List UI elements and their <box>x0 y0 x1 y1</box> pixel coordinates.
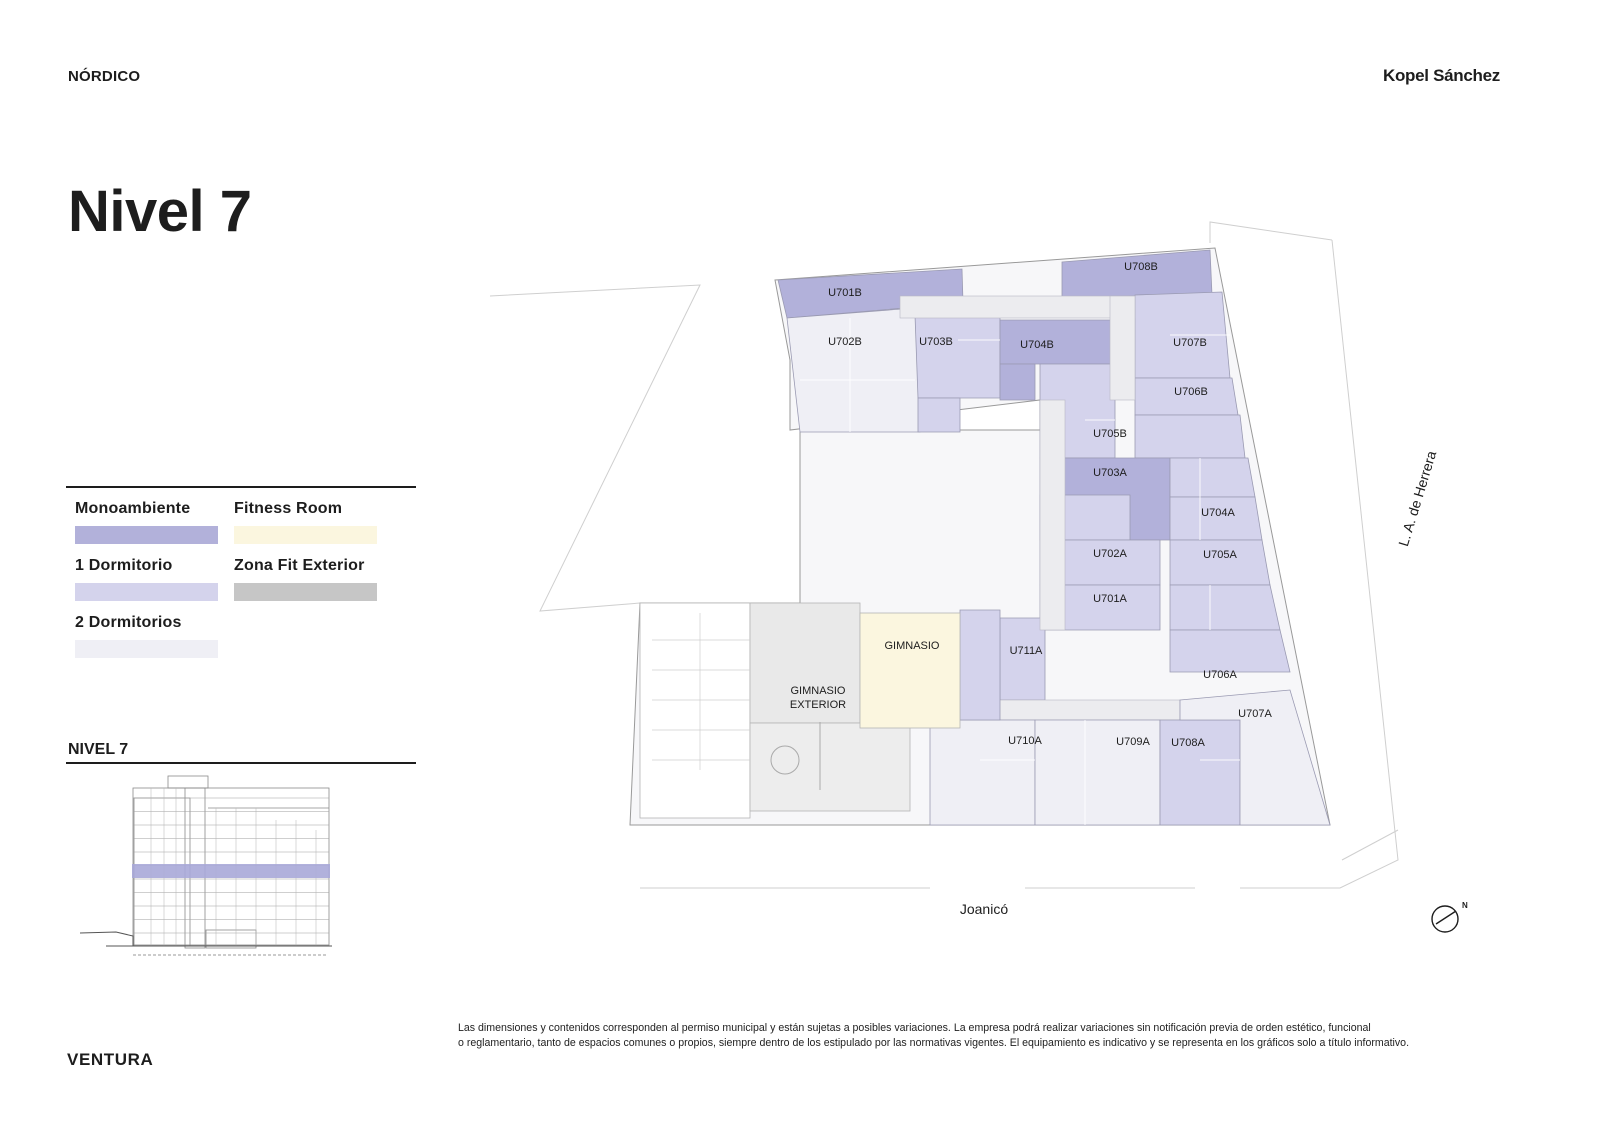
amenity-label-gimnasio-exterior-line2: EXTERIOR <box>789 699 847 711</box>
legend-swatch <box>75 526 218 544</box>
unit-label-u711a: U711A <box>1009 645 1043 657</box>
legend-label: Zona Fit Exterior <box>234 557 365 574</box>
amenity-label-gimnasio: GIMNASIO <box>884 640 940 652</box>
legend-swatch <box>75 640 218 658</box>
unit-label-u701b: U701B <box>828 287 862 299</box>
north-arrow-icon <box>1432 901 1468 932</box>
legend-swatch <box>234 583 377 601</box>
unit-label-u709a: U709A <box>1116 736 1150 748</box>
legend-divider <box>66 486 416 488</box>
unit-label-u706a: U706A <box>1203 669 1237 681</box>
legend-swatch <box>75 583 218 601</box>
unit-label-u703b: U703B <box>919 336 953 348</box>
brand-logo-kopel-sanchez: Kopel Sánchez <box>1382 66 1500 85</box>
legend-item-monoambiente <box>75 500 218 544</box>
disclaimer-line-1: Las dimensiones y contenidos corresponden al permiso municipal y están sujetas a posibles variaciones. La empresa podrá realizar variaciones sin notificación previa de orden estético, funcional <box>458 1022 1371 1034</box>
unit-label-u706b: U706B <box>1174 386 1208 398</box>
legend-label: 2 Dormitorios <box>75 614 182 631</box>
unit-label-u705b: U705B <box>1093 428 1127 440</box>
building-section-drawing <box>76 770 336 975</box>
unit-label-u702a: U702A <box>1093 548 1127 560</box>
unit-label-u705a: U705A <box>1203 549 1237 561</box>
legend-label: 1 Dormitorio <box>75 557 173 574</box>
legend-swatch <box>234 526 377 544</box>
unit-label-u704a: U704A <box>1201 507 1235 519</box>
legend-item-zona-fit-exterior <box>234 557 377 601</box>
unit-label-u701a: U701A <box>1093 593 1127 605</box>
legend-item-2-dormitorios <box>75 614 218 658</box>
unit-label-u710a: U710A <box>1008 735 1042 747</box>
disclaimer <box>458 1021 1558 1051</box>
section-level-highlight <box>132 864 330 878</box>
brand-logo-ventura: VENTURA <box>67 1050 154 1069</box>
section-title: NIVEL 7 <box>68 741 129 758</box>
street-label-la-de-herrera: L. A. de Herrera <box>1395 448 1440 549</box>
amenity-label-gimnasio-exterior-line1: GIMNASIO <box>790 685 846 697</box>
brand-logo-nordico: NÓRDICO <box>68 68 141 85</box>
legend-label: Monoambiente <box>75 500 191 517</box>
unit-label-u702b: U702B <box>828 336 862 348</box>
legend-item-1-dormitorio <box>75 557 218 601</box>
legend-label: Fitness Room <box>234 500 343 517</box>
section-divider <box>66 762 416 764</box>
unit-label-u708b: U708B <box>1124 261 1158 273</box>
unit-label-u708a: U708A <box>1171 737 1205 749</box>
unit-label-u704b: U704B <box>1020 339 1054 351</box>
page-title: Nivel 7 <box>68 179 252 244</box>
unit-label-u707a: U707A <box>1238 708 1272 720</box>
legend-item-fitness-room <box>234 500 377 544</box>
north-arrow-label: N <box>1462 901 1468 910</box>
floor-plan <box>470 210 1480 917</box>
unit-label-u707b: U707B <box>1173 337 1207 349</box>
street-label-joanico: Joanicó <box>959 901 1009 917</box>
unit-label-u703a: U703A <box>1093 467 1127 479</box>
disclaimer-line-2: o reglamentario, tanto de espacios comunes o propios, siempre dentro de los estipulado por las normativas vigentes. El equipamiento es indicativo y se representa en los gráficos solo a título informativo. <box>458 1037 1410 1049</box>
